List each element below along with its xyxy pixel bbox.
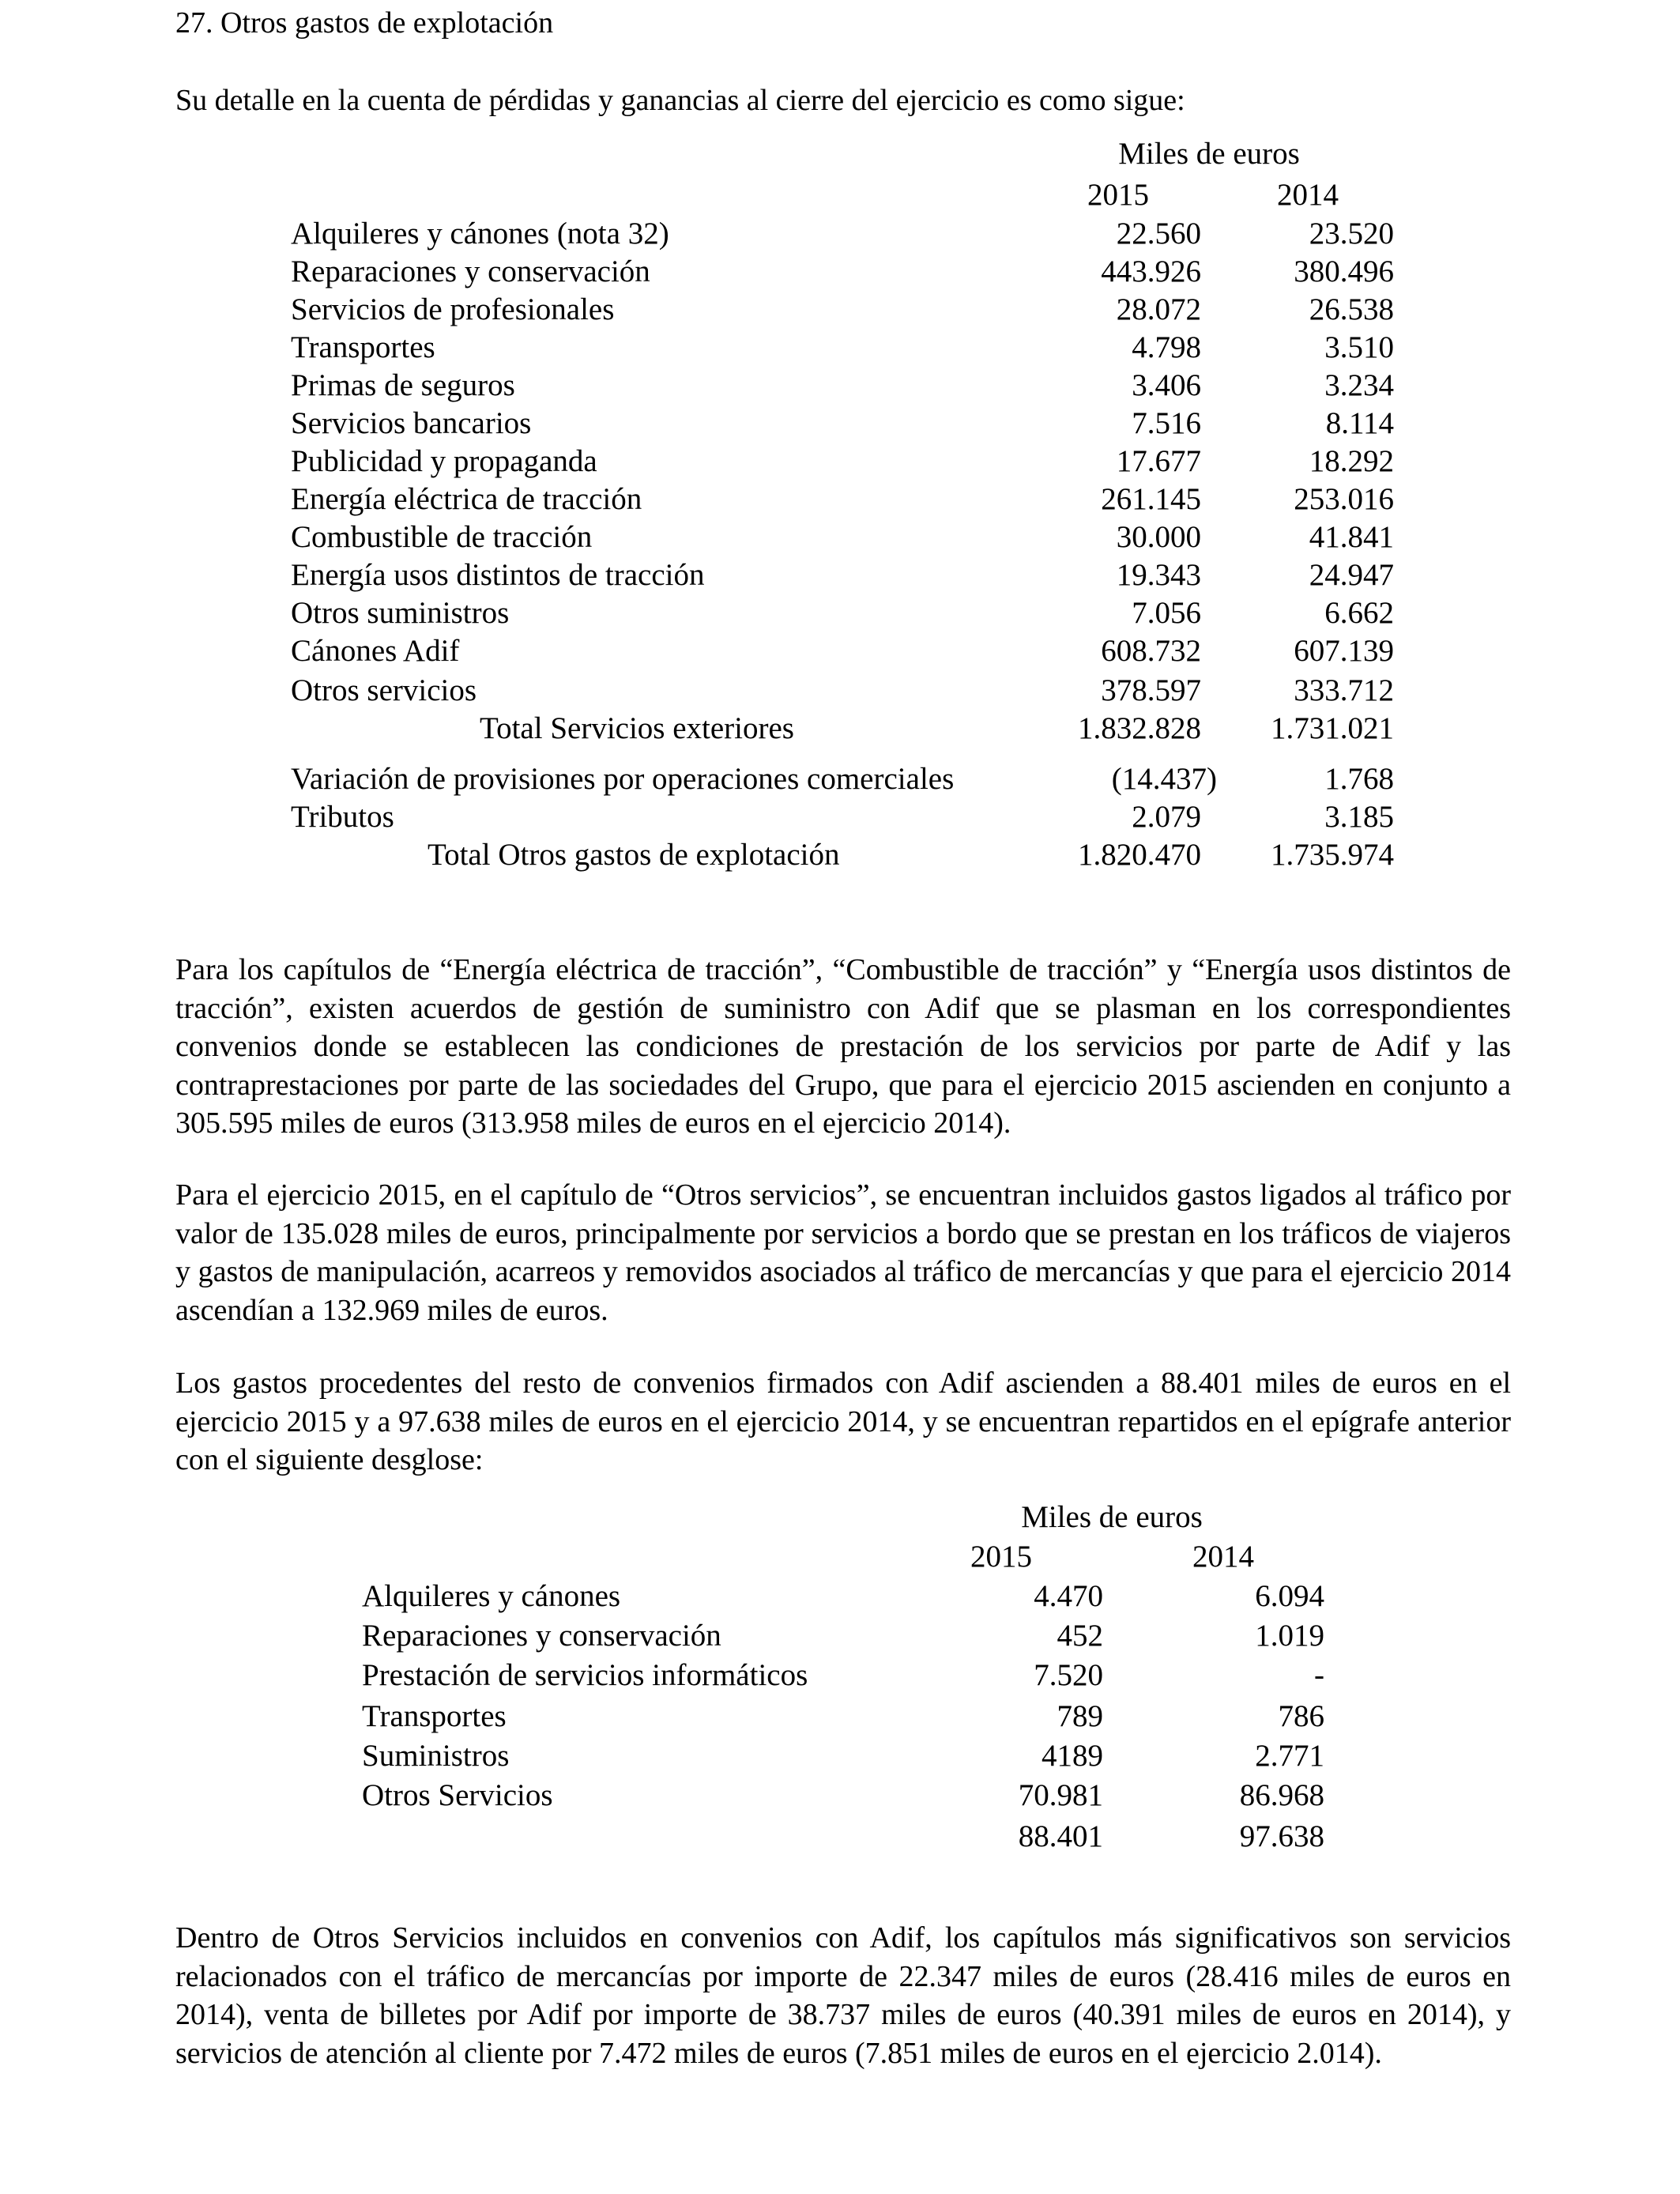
row-label: Total Otros gastos de explotación: [428, 838, 840, 872]
table1-year-2014: 2014: [1277, 178, 1339, 212]
value-2015: 4.470: [1034, 1579, 1103, 1613]
row-label: Publicidad y propaganda: [291, 444, 597, 478]
value-2015: 608.732: [1101, 634, 1201, 668]
value-2015: 7.520: [1034, 1658, 1103, 1692]
intro-text: Su detalle en la cuenta de pérdidas y ganancias al cierre del ejercicio es como sigue:: [175, 84, 1185, 117]
table2-unit-header: Miles de euros: [1021, 1500, 1203, 1534]
section-title: 27. Otros gastos de explotación: [175, 6, 554, 40]
row-label: Otros suministros: [291, 596, 510, 630]
value-2014: 6.094: [1255, 1579, 1324, 1613]
row-label: Alquileres y cánones (nota 32): [291, 217, 669, 251]
value-2015: 17.677: [1116, 444, 1201, 478]
value-2015: 452: [1057, 1619, 1103, 1653]
value-2014: 6.662: [1324, 596, 1394, 630]
row-label: Tributos: [291, 800, 394, 834]
value-2015: 19.343: [1116, 558, 1201, 592]
row-label: Reparaciones y conservación: [362, 1619, 721, 1653]
value-2015: 7.516: [1132, 406, 1201, 440]
table2-year-2015: 2015: [970, 1540, 1032, 1574]
paragraph-significant-chapters: Dentro de Otros Servicios incluidos en convenios con Adif, los capítulos más significativos son servicios relacionados con el tráfico de mercancías por importe de 22.347 miles de euros (28.416 miles de euros en 2014), venta de billetes por Adif por importe de 38.737 miles de euros (40.391 miles de euros en 2014), y servicios de atención al cliente por 7.472 miles de euros (7.851 miles de euros en el ejercicio 2.014).: [175, 1921, 1511, 2070]
value-2015: 443.926: [1101, 254, 1201, 288]
value-2015: 3.406: [1132, 368, 1201, 402]
row-label: Total Servicios exteriores: [480, 711, 794, 745]
value-2015: 7.056: [1132, 596, 1201, 630]
row-label: Transportes: [362, 1699, 507, 1733]
value-2015: 1.820.470: [1078, 838, 1201, 872]
value-2014: 8.114: [1325, 406, 1394, 440]
row-label: Reparaciones y conservación: [291, 254, 650, 288]
value-2015: 378.597: [1101, 673, 1201, 707]
value-2014: 86.968: [1239, 1778, 1324, 1812]
row-label: Servicios bancarios: [291, 406, 532, 440]
value-2015: 4189: [1042, 1739, 1103, 1773]
value-2015: 2.079: [1132, 800, 1201, 834]
value-2015: 88.401: [1018, 1819, 1103, 1853]
paragraph-other-services: Para el ejercicio 2015, en el capítulo de “Otros servicios”, se encuentran incluidos gastos ligados al tráfico por valor de 135.028 miles de euros, principalmente por servicios a bordo que se prestan en los tráficos de viajeros y gastos de manipulación, acarreos y removidos asociados al tráfico de mercancías y que para el ejercicio 2014 ascendían a 132.969 miles de euros.: [175, 1178, 1511, 1327]
row-label: Servicios de profesionales: [291, 292, 615, 326]
value-2014: 607.139: [1294, 634, 1394, 668]
row-label: Alquileres y cánones: [362, 1579, 621, 1613]
value-2015: 28.072: [1116, 292, 1201, 326]
value-2015: 1.832.828: [1078, 711, 1201, 745]
value-2015: 22.560: [1116, 217, 1201, 251]
value-2014: 18.292: [1309, 444, 1394, 478]
row-label: Otros servicios: [291, 673, 477, 707]
value-2014: 380.496: [1294, 254, 1394, 288]
row-label: Variación de provisiones por operaciones comerciales: [291, 762, 955, 796]
value-2014: 1.019: [1255, 1619, 1324, 1653]
value-2014: -: [1314, 1658, 1324, 1692]
row-label: Prestación de servicios informáticos: [362, 1658, 808, 1692]
value-2015: 789: [1057, 1699, 1103, 1733]
value-2014: 3.185: [1324, 800, 1394, 834]
table1-unit-header: Miles de euros: [1118, 137, 1300, 171]
row-label: Transportes: [291, 330, 435, 364]
value-2014: 786: [1278, 1699, 1324, 1733]
value-2014: 24.947: [1309, 558, 1394, 592]
row-label: Primas de seguros: [291, 368, 515, 402]
paragraph-adif-conventions: Los gastos procedentes del resto de convenios firmados con Adif ascienden a 88.401 miles de euros en el ejercicio 2015 y a 97.638 miles de euros en el ejercicio 2014, y se encuentran repartidos en el epígrafe anterior con el siguiente desglose:: [175, 1367, 1511, 1476]
row-label: Combustible de tracción: [291, 520, 593, 554]
table2-year-2014: 2014: [1192, 1540, 1254, 1574]
row-label: Suministros: [362, 1739, 510, 1773]
value-2015: 4.798: [1132, 330, 1201, 364]
value-2015: (14.437): [1111, 762, 1217, 796]
value-2014: 41.841: [1309, 520, 1394, 554]
value-2014: 1.731.021: [1271, 711, 1394, 745]
value-2015: 30.000: [1116, 520, 1201, 554]
row-label: Cánones Adif: [291, 634, 460, 668]
value-2014: 2.771: [1255, 1739, 1324, 1773]
row-label: Otros Servicios: [362, 1778, 553, 1812]
value-2014: 3.510: [1324, 330, 1394, 364]
value-2015: 70.981: [1018, 1778, 1103, 1812]
value-2014: 333.712: [1294, 673, 1394, 707]
row-label: Energía eléctrica de tracción: [291, 482, 642, 516]
value-2015: 261.145: [1101, 482, 1201, 516]
value-2014: 26.538: [1309, 292, 1394, 326]
row-label: Energía usos distintos de tracción: [291, 558, 705, 592]
value-2014: 97.638: [1239, 1819, 1324, 1853]
value-2014: 1.768: [1324, 762, 1394, 796]
value-2014: 23.520: [1309, 217, 1394, 251]
value-2014: 253.016: [1294, 482, 1394, 516]
value-2014: 3.234: [1324, 368, 1394, 402]
table1-year-2015: 2015: [1087, 178, 1149, 212]
paragraph-energy-agreements: Para los capítulos de “Energía eléctrica de tracción”, “Combustible de tracción” y “Energía usos distintos de tracción”, existen acuerdos de gestión de suministro con Adif que se plasman en los correspondientes convenios donde se establecen las condiciones de prestación de los servicios por parte de Adif y las contraprestaciones por parte de las sociedades del Grupo, que para el ejercicio 2015 ascienden en conjunto a 305.595 miles de euros (313.958 miles de euros en el ejercicio 2014).: [175, 953, 1511, 1140]
value-2014: 1.735.974: [1271, 838, 1394, 872]
